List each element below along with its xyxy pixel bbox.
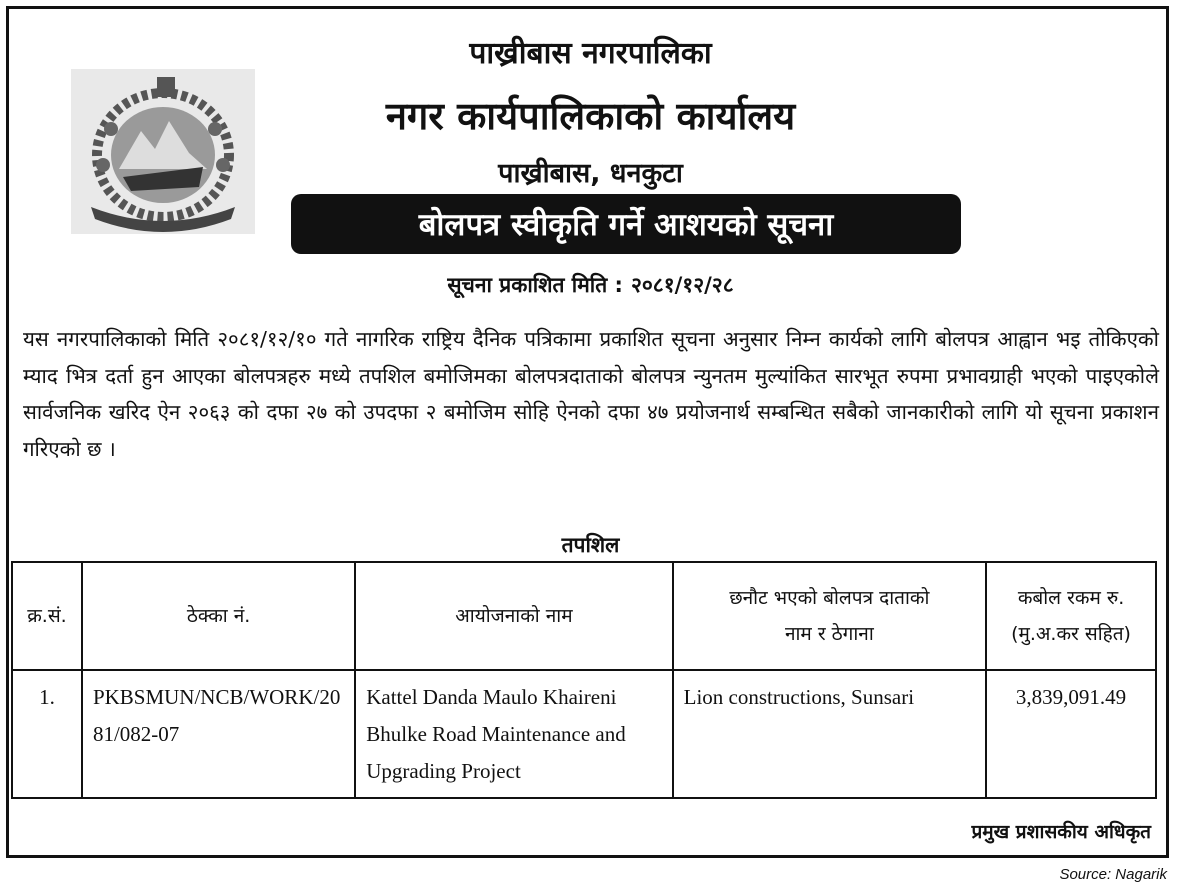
source-credit: Source: Nagarik (1059, 866, 1167, 883)
municipality-name: पाख्रीबास नगरपालिका (469, 36, 712, 71)
notice-title: बोलपत्र स्वीकृति गर्ने आशयको सूचना (418, 207, 834, 243)
cell-bidder: Lion constructions, Sunsari (673, 670, 986, 798)
cell-amount: 3,839,091.49 (986, 670, 1156, 798)
header-project-name: आयोजनाको नाम (355, 562, 672, 670)
signatory-title: प्रमुख प्रशासकीय अधिकृत (971, 821, 1151, 843)
office-address: पाख्रीबास, धनकुटा (498, 158, 683, 189)
table-row (12, 670, 1156, 798)
notice-body-paragraph: यस नगरपालिकाको मिति २०८१/१२/१० गते नागरिक राष्ट्रिय दैनिक पत्रिकामा प्रकाशित सूचना अनुसार निम्न कार्यको लागि बोलपत्र आह्वान भइ तोकिएको म्याद भित्र दर्ता हुन आएका बोलपत्रहरु मध्ये तपशिल बमोजिमका बोलपत्रदाताको बोलपत्र न्युनतम मुल्यांकित सारभूत रुपमा प्रभावग्राही भएको पाइएकोले सार्वजनिक खरिद ऐन २०६३ को दफा २७ को उपदफा २ बमोजिम सोहि ऐनको दफा ४७ प्रयोजनार्थ सम्बन्धित सबैको जानकारीको लागि यो सूचना प्रकाशन गरिएको छ । (23, 327, 1159, 461)
office-name: नगर कार्यपालिकाको कार्यालय (385, 94, 796, 138)
header-amount (986, 562, 1156, 670)
table-heading: तपशिल (561, 533, 620, 557)
header-bidder (673, 562, 986, 670)
header-contract-no: ठेक्का नं. (82, 562, 355, 670)
table-header-row (12, 562, 1156, 670)
cell-project-name: Kattel Danda Maulo Khaireni Bhulke Road Maintenance and Upgrading Project (355, 670, 672, 798)
header-sn: क्र.सं. (12, 562, 82, 670)
cell-sn: 1. (12, 670, 82, 798)
publication-date-value: २०८१/१२/२८ (630, 273, 734, 297)
bid-award-table (11, 561, 1157, 799)
publication-date-line (9, 271, 1172, 299)
publication-date-label: सूचना प्रकाशित मिति : (447, 273, 623, 297)
notice-title-banner (291, 194, 961, 254)
cell-contract-no: PKBSMUN/NCB/WORK/2081/082-07 (82, 670, 355, 798)
header-amount-line2: (मु.अ.कर सहित) (1011, 623, 1131, 645)
header-amount-line1: कबोल रकम रु. (1017, 587, 1125, 609)
header-bidder-line2: नाम र ठेगाना (784, 623, 874, 645)
header-bidder-line1: छनौट भएको बोलपत्र दाताको (729, 587, 930, 609)
